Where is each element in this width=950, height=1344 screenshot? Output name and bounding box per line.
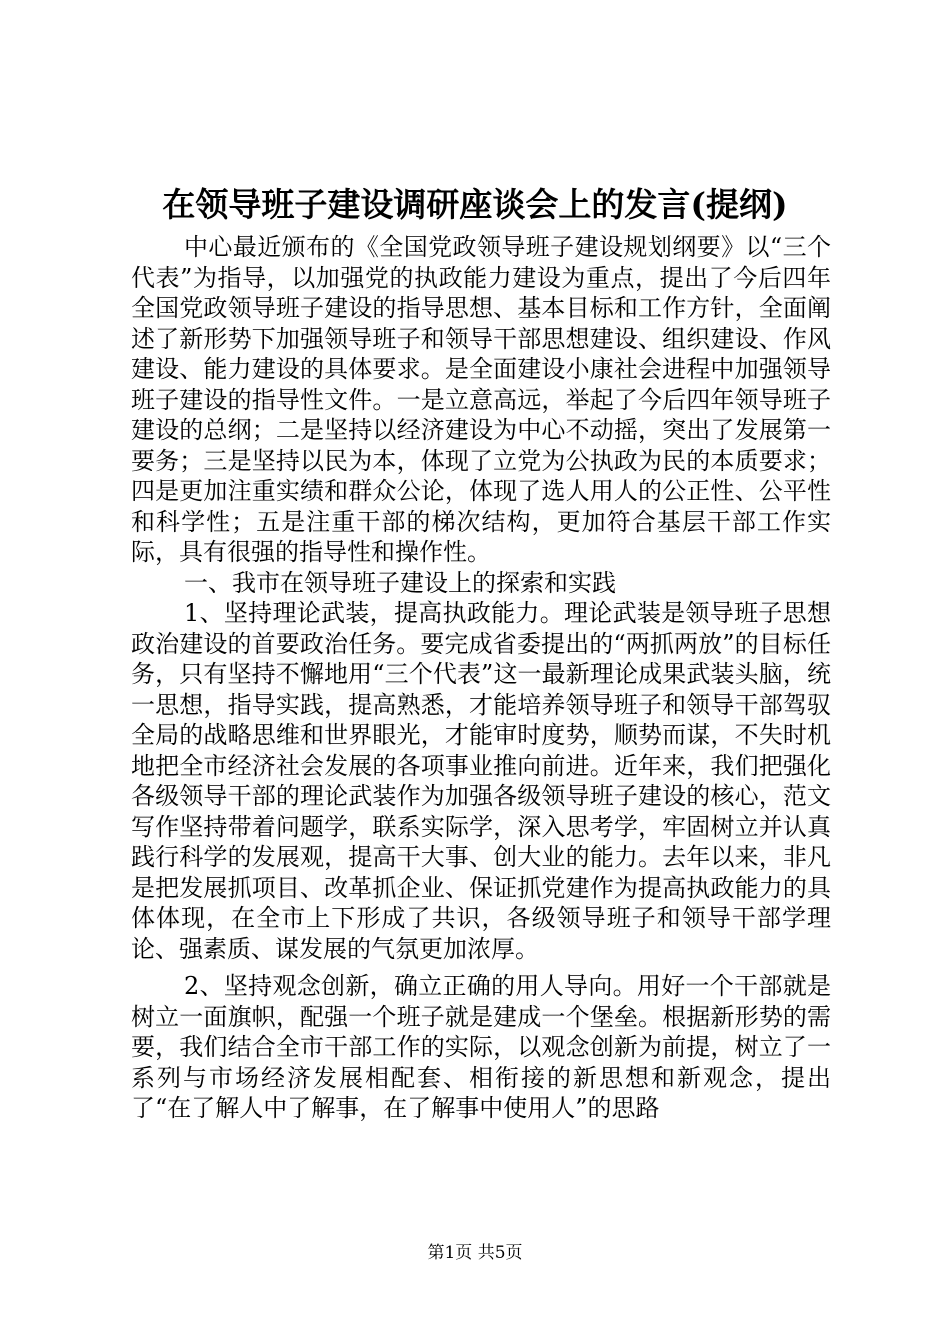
document-title: 在领导班子建设调研座谈会上的发言(提纲) bbox=[162, 185, 788, 224]
section-item-2: 2、坚持观念创新，确立正确的用人导向。用好一个干部就是树立一面旗帜，配强一个班子就是建成一个堡垒。根据新形势的需要，我们结合全市干部工作的实际，以观念创新为前提，树立了一系列与市场经济发展相配套、相衔接的新思想和新观念，提出了“在了解人中了解事，在了解事中使用人”的思路 bbox=[131, 972, 831, 1122]
page-footer: 第1页 共5页 bbox=[427, 1243, 523, 1263]
section-heading: 一、我市在领导班子建设上的探索和实践 bbox=[184, 568, 616, 597]
document-body bbox=[131, 232, 831, 1124]
intro-paragraph: 中心最近颁布的《全国党政领导班子建设规划纲要》以“三个代表”为指导，以加强党的执政能力建设为重点，提出了今后四年全国党政领导班子建设的指导思想、基本目标和工作方针，全面阐述了新形势下加强领导班子和领导干部思想建设、组织建设、作风建设、能力建设的具体要求。是全面建设小康社会进程中加强领导班子建设的指导性文件。一是立意高远，举起了今后四年领导班子建设的总纲；二是坚持以经济建设为中心不动摇，突出了发展第一要务；三是坚持以民为本，体现了立党为公执政为民的本质要求；四是更加注重实绩和群众公论，体现了选人用人的公正性、公平性和科学性；五是注重干部的梯次结构，更加符合基层干部工作实际，具有很强的指导性和操作性。 bbox=[131, 233, 831, 566]
section-item-1: 1、坚持理论武装，提高执政能力。理论武装是领导班子思想政治建设的首要政治任务。要完成省委提出的“两抓两放”的目标任务，只有坚持不懈地用“三个代表”这一最新理论成果武装头脑，统一思想，指导实践，提高熟悉，才能培养领导班子和领导干部驾驭全局的战略思维和世界眼光，才能审时度势，顺势而谋，不失时机地把全市经济社会发展的各项事业推向前进。近年来，我们把强化各级领导干部的理论武装作为加强各级领导班子建设的核心，范文写作坚持带着问题学，联系实际学，深入思考学，牢固树立并认真践行科学的发展观，提高干大事、创大业的能力。去年以来，非凡是把发展抓项目、改革抓企业、保证抓党建作为提高执政能力的具体体现，在全市上下形成了共识，各级领导班子和领导干部学理论、强素质、谋发展的气氛更加浓厚。 bbox=[131, 599, 831, 963]
